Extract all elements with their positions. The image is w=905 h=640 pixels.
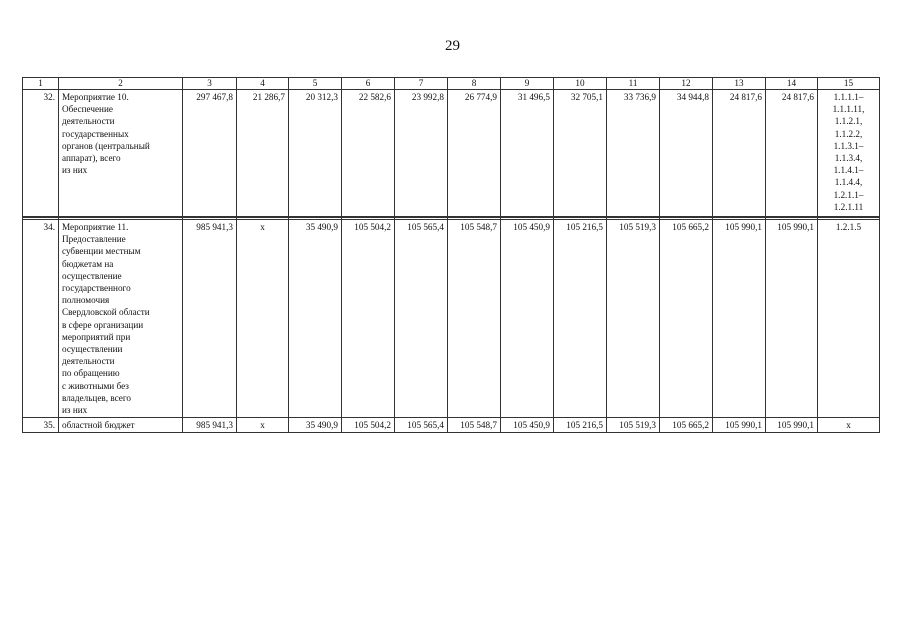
ref-line: 1.1.3.4, (834, 153, 863, 164)
value-cell: 105 450,9 (501, 220, 554, 418)
value-cell: 105 548,7 (448, 418, 501, 433)
value-cell: 985 941,3 (183, 418, 237, 433)
desc-line: Свердловской области (62, 307, 150, 318)
header-cell: 9 (501, 78, 554, 90)
desc-line: Мероприятие 11. (62, 222, 129, 232)
reference-cell (818, 220, 880, 418)
value-cell: 105 990,1 (766, 220, 818, 418)
value-cell: 105 216,5 (554, 220, 607, 418)
value-cell: 105 504,2 (342, 220, 395, 418)
value-cell: 21 286,7 (237, 90, 289, 218)
value-cell: 35 490,9 (289, 220, 342, 418)
ref-line: 1.1.3.1– (833, 140, 864, 151)
header-cell: 1 (23, 78, 59, 90)
value-cell: 34 944,8 (660, 90, 713, 218)
desc-line: в сфере организации (62, 319, 144, 330)
value-cell: 20 312,3 (289, 90, 342, 218)
value-cell: 24 817,6 (766, 90, 818, 218)
header-cell: 10 (554, 78, 607, 90)
value-cell: 105 665,2 (660, 220, 713, 418)
ref-line: 1.1.1.1– (833, 92, 864, 102)
desc-line: из них (62, 165, 88, 176)
reference-cell (818, 90, 880, 218)
value-cell: 105 990,1 (713, 220, 766, 418)
desc-line: областной бюджет (62, 420, 135, 431)
table-row (23, 418, 880, 433)
value-cell: 105 216,5 (554, 418, 607, 433)
value-cell: 105 990,1 (713, 418, 766, 433)
page-number: 29 (445, 38, 460, 54)
header-cell: 8 (448, 78, 501, 90)
desc-line: государственного (62, 283, 131, 294)
header-cell: 14 (766, 78, 818, 90)
desc-line: владельцев, всего (62, 392, 132, 403)
row-number: 35. (23, 418, 59, 433)
value-cell: 23 992,8 (395, 90, 448, 218)
value-cell: 105 519,3 (607, 418, 660, 433)
table-row (23, 220, 880, 418)
desc-line: с животными без (62, 380, 129, 391)
header-row (23, 78, 880, 90)
value-cell: 105 519,3 (607, 220, 660, 418)
ref-line: 1.2.1.1– (833, 189, 864, 200)
header-cell: 5 (289, 78, 342, 90)
value-cell: x (237, 418, 289, 433)
value-cell: 31 496,5 (501, 90, 554, 218)
reference-cell: x (818, 418, 880, 433)
row-number: 34. (23, 220, 59, 418)
value-cell: 105 565,4 (395, 220, 448, 418)
value-cell: 105 548,7 (448, 220, 501, 418)
value-cell: 105 504,2 (342, 418, 395, 433)
desc-line: осуществление (62, 270, 122, 281)
value-cell: x (237, 220, 289, 418)
value-cell: 105 665,2 (660, 418, 713, 433)
ref-line: 1.1.4.1– (833, 165, 864, 176)
header-cell: 7 (395, 78, 448, 90)
table-row (23, 90, 880, 218)
value-cell: 24 817,6 (713, 90, 766, 218)
header-cell: 4 (237, 78, 289, 90)
value-cell: 297 467,8 (183, 90, 237, 218)
desc-line: полномочия (62, 295, 110, 306)
ref-line: 1.1.1.11, (832, 104, 865, 115)
ref-line: 1.2.1.11 (833, 201, 864, 212)
value-cell: 35 490,9 (289, 418, 342, 433)
header-cell: 15 (818, 78, 880, 90)
budget-table (22, 77, 880, 433)
desc-line: субвенции местным (62, 246, 141, 257)
desc-line: Мероприятие 10. (62, 92, 129, 102)
value-cell: 33 736,9 (607, 90, 660, 218)
header-cell: 13 (713, 78, 766, 90)
header-cell: 2 (59, 78, 183, 90)
row-description (59, 220, 183, 418)
desc-line: деятельности (62, 116, 115, 127)
value-cell: 22 582,6 (342, 90, 395, 218)
ref-line: 1.1.4.4, (834, 177, 863, 188)
value-cell: 105 990,1 (766, 418, 818, 433)
row-number: 32. (23, 90, 59, 218)
row-description (59, 418, 183, 433)
header-cell: 3 (183, 78, 237, 90)
desc-line: мероприятий при (62, 331, 131, 342)
desc-line: по обращению (62, 368, 120, 379)
value-cell: 26 774,9 (448, 90, 501, 218)
desc-line: бюджетам на (62, 258, 114, 269)
header-cell: 6 (342, 78, 395, 90)
desc-line: Предоставление (62, 234, 126, 245)
value-cell: 105 565,4 (395, 418, 448, 433)
ref-line: 1.2.1.5 (835, 222, 862, 232)
value-cell: 985 941,3 (183, 220, 237, 418)
value-cell: 105 450,9 (501, 418, 554, 433)
row-description (59, 90, 183, 218)
desc-line: аппарат), всего (62, 153, 121, 164)
desc-line: Обеспечение (62, 104, 113, 115)
desc-line: государственных (62, 128, 129, 139)
desc-line: органов (центральный (62, 140, 150, 151)
value-cell: 32 705,1 (554, 90, 607, 218)
header-cell: 12 (660, 78, 713, 90)
ref-line: 1.1.2.2, (834, 128, 863, 139)
desc-line: деятельности (62, 356, 115, 367)
ref-line: 1.1.2.1, (834, 116, 863, 127)
desc-line: из них (62, 405, 88, 416)
header-cell: 11 (607, 78, 660, 90)
desc-line: осуществлении (62, 344, 123, 355)
